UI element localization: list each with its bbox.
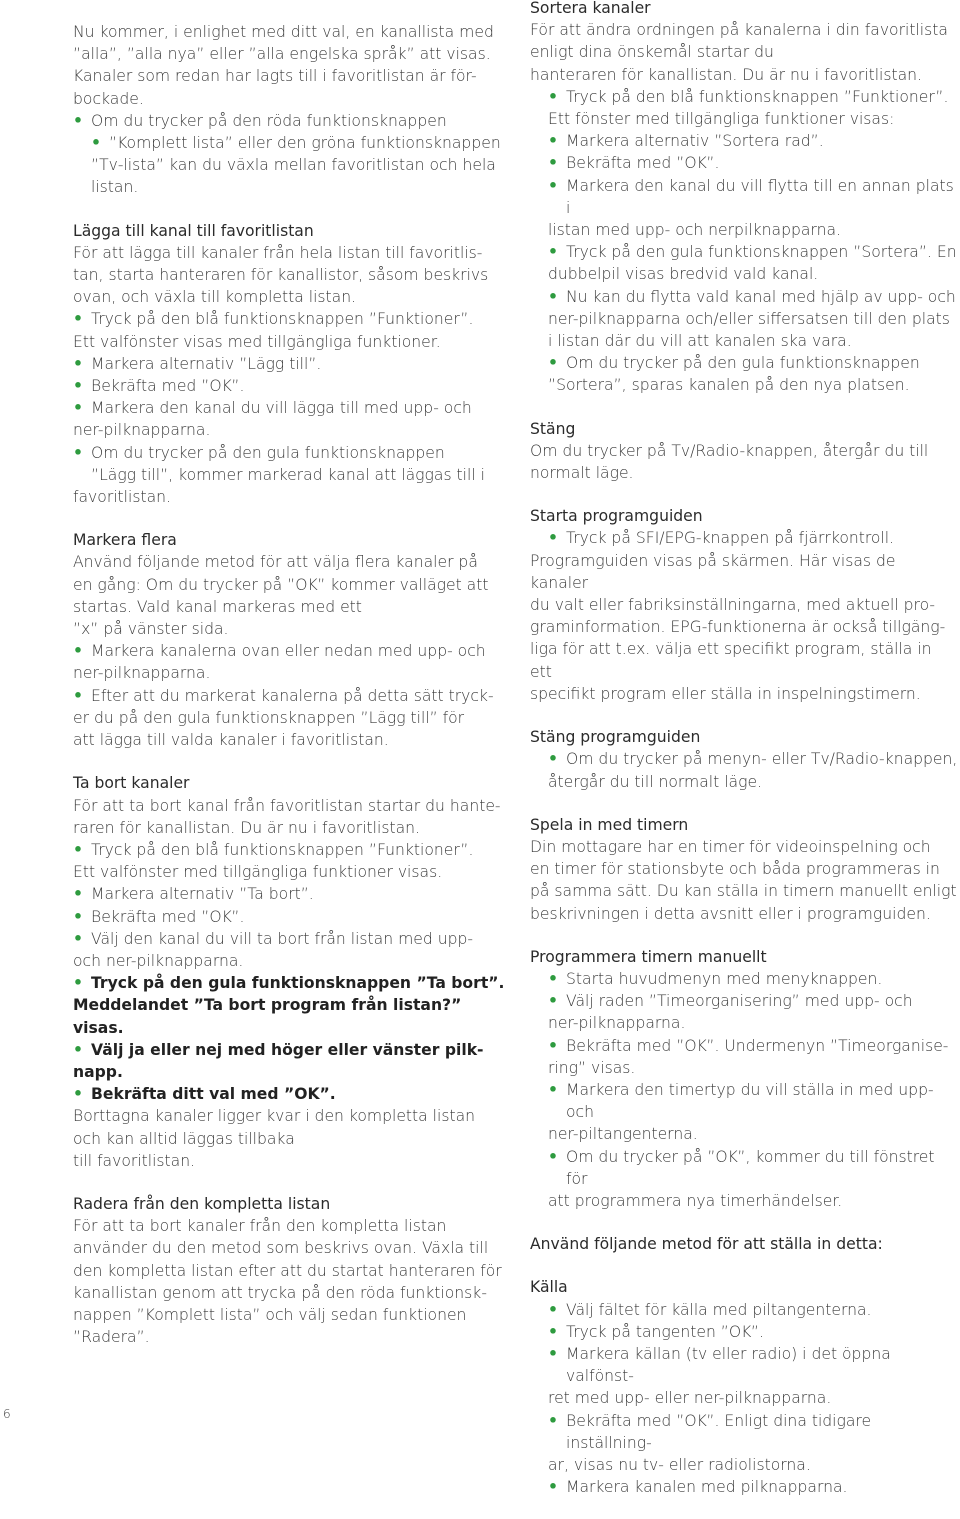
text-line: Programguiden visas på skärmen. Här visas de kanaler <box>530 551 896 592</box>
bullet-item: • Markera alternativ ”Lägg till”. <box>73 353 505 375</box>
text-line: För att ändra ordningen på kanalerna i din favoritlista <box>530 21 948 40</box>
text-line: återgår du till normalt läge. <box>548 772 762 791</box>
text-line: i listan där du vill att kanalen ska vara. <box>548 332 852 351</box>
text-line: du valt eller fabriksinställningarna, med aktuell pro- <box>530 596 936 615</box>
section-heading: Markera flera <box>73 531 177 550</box>
page-number: 6 <box>3 1407 11 1421</box>
text-line: hanteraren för kanallistan. Du är nu i favoritlistan. <box>530 65 922 84</box>
text-line: favoritlistan. <box>73 488 171 507</box>
text-line: ”Sortera”, sparas kanalen på den nya platsen. <box>548 376 910 395</box>
section-heading: Spela in med timern <box>530 815 689 834</box>
bullet-item: • Om du trycker på den gula funktionsknappen <box>73 442 505 464</box>
text-line: ner-pilknapparna. <box>73 421 211 440</box>
text-line: den kompletta listan efter att du startat hanteraren för <box>73 1261 502 1280</box>
bullet-item: • Bekräfta med ”OK”. <box>73 906 505 928</box>
text-line: Din mottagare har en timer för videoinspelning och <box>530 837 931 856</box>
bullet-item: • Tryck på den gula funktionsknappen ”Sortera”. En <box>530 241 958 263</box>
text-line: ar, visas nu tv- eller radiolistorna. <box>548 1455 811 1474</box>
text-line: ”alla”, ”alla nya” eller ”alla engelska språk” att visas. <box>73 45 491 64</box>
sort-section <box>530 0 958 397</box>
bullet-item: • Bekräfta med ”OK”. Enligt dina tidigare inställning- <box>530 1410 958 1454</box>
bullet-item: • Om du trycker på menyn- eller Tv/Radio-knappen, <box>530 748 958 770</box>
text-line: på samma sätt. Du kan ställa in timern manuellt enligt <box>530 882 957 901</box>
text-line: napp. <box>73 1062 123 1081</box>
text-line: ner-pilknapparna. <box>548 1014 686 1033</box>
bullet-item: • Tryck på SFI/EPG-knappen på fjärrkontroll. <box>530 527 958 549</box>
bullet-item: • Markera den kanal du vill flytta till en annan plats i <box>530 175 958 219</box>
section-heading: Lägga till kanal till favoritlistan <box>73 221 314 240</box>
text-line: normalt läge. <box>530 464 634 483</box>
text-line: nappen ”Komplett lista” och välj sedan funktionen <box>73 1305 467 1324</box>
bullet-item: • Om du trycker på ”OK”, kommer du till fönstret för <box>530 1146 958 1190</box>
text-line: ring” visas. <box>548 1058 636 1077</box>
text-line: ner-piltangenterna. <box>548 1125 698 1144</box>
text-line: Kanaler som redan har lagts till i favoritlistan är för- <box>73 67 477 86</box>
bullet-item: • Om du trycker på den röda funktionsknappen <box>73 110 505 132</box>
text-line: beskrivningen i detta avsnitt eller i programguiden. <box>530 904 931 923</box>
text-line: raren för kanallistan. Du är nu i favoritlistan. <box>73 818 420 837</box>
section-heading: Ta bort kanaler <box>73 774 190 793</box>
bullet-item: • Tryck på den gula funktionsknappen ”Ta bort”. <box>73 972 505 994</box>
text-line: ner-pilknapparna. <box>73 664 211 683</box>
timer-section <box>530 814 958 925</box>
section-heading: Starta programguiden <box>530 507 703 526</box>
text-line: och ner-pilknapparna. <box>73 951 244 970</box>
source-section <box>530 1276 958 1498</box>
bullet-item: • Bekräfta med ”OK”. <box>530 152 958 174</box>
text-line: ”Tv-lista” kan du växla mellan favoritlistan och hela <box>91 156 496 175</box>
delete-section <box>73 1193 505 1348</box>
text-line: ”x” på vänster sida. <box>73 620 229 639</box>
text-line: till favoritlistan. <box>73 1151 196 1170</box>
bullet-item: • Tryck på den blå funktionsknappen ”Funktioner”. <box>530 86 958 108</box>
text-line: Om du trycker på Tv/Radio-knappen, återgår du till <box>530 441 929 460</box>
epg-close-section <box>530 726 958 793</box>
bullet-item: • Välj fältet för källa med piltangenterna. <box>530 1299 958 1321</box>
bullet-item: • Tryck på den blå funktionsknappen ”Funktioner”. <box>73 839 505 861</box>
epg-section <box>530 505 958 705</box>
text-line: och kan alltid läggas tillbaka <box>73 1129 295 1148</box>
text-line: För att ta bort kanaler från den kompletta listan <box>73 1217 447 1236</box>
text-line: listan. <box>91 178 139 197</box>
text-line: startas. Vald kanal markeras med ett <box>73 597 362 616</box>
bullet-item: • Markera alternativ ”Ta bort”. <box>73 883 505 905</box>
section-heading: Radera från den kompletta listan <box>73 1194 331 1213</box>
text-line: • ”Komplett lista” eller den gröna funktionsknappen <box>73 132 505 154</box>
text-line: använder du den metod som beskrivs ovan. Växla till <box>73 1239 489 1258</box>
remove-section <box>73 772 505 1172</box>
text-line: bockade. <box>73 89 144 108</box>
text-line: ovan, och växla till kompletta listan. <box>73 288 357 307</box>
bullet-item: • Markera den kanal du vill lägga till med upp- och <box>73 397 505 419</box>
intro-section <box>73 21 505 199</box>
text-line: att lägga till valda kanaler i favoritlistan. <box>73 731 389 750</box>
text-line: en gång: Om du trycker på ”OK” kommer valläget att <box>73 575 489 594</box>
bullet-item: • Nu kan du flytta vald kanal med hjälp av upp- och <box>530 286 958 308</box>
section-heading: Stäng programguiden <box>530 728 701 747</box>
bullet-item: • Välj ja eller nej med höger eller vänster pilk- <box>73 1039 505 1061</box>
bullet-item: • Bekräfta ditt val med ”OK”. <box>73 1083 505 1105</box>
text-line: ner-pilknapparna och/eller siffersatsen till den plats <box>548 309 950 328</box>
bullet-item: • Tryck på den blå funktionsknappen ”Funktioner”. <box>73 308 505 330</box>
text-line: graminformation. EPG-funktionerna är också tillgäng- <box>530 618 946 637</box>
text-line: ”Lägg till”, kommer markerad kanal att läggas till i <box>91 465 485 484</box>
text-line: kanallistan genom att trycka på den röda funktionsk- <box>73 1283 487 1302</box>
text-line: Meddelandet ”Ta bort program från listan?” visas. <box>73 996 462 1037</box>
text-line: För att ta bort kanal från favoritlistan startar du hante- <box>73 796 501 815</box>
add-section <box>73 220 505 509</box>
text-line: Använd följande metod för att välja flera kanaler på <box>73 553 478 572</box>
bullet-item: • Välj den kanal du vill ta bort från listan med upp- <box>73 928 505 950</box>
bullet-item: • Markera kanalerna ovan eller nedan med upp- och <box>73 640 505 662</box>
bullet-item: • Bekräfta med ”OK”. <box>73 375 505 397</box>
section-heading: Stäng <box>530 419 576 438</box>
text-line: ”Radera”. <box>73 1328 150 1347</box>
text-line: att programmera nya timerhändelser. <box>548 1191 843 1210</box>
bullet-item: • Markera kanalen med pilknapparna. <box>530 1476 958 1498</box>
text-line: För att lägga till kanaler från hela listan till favoritlis- <box>73 243 483 262</box>
text-line: Nu kommer, i enlighet med ditt val, en kanallista med <box>73 23 494 41</box>
text-line: er du på den gula funktionsknappen ”Lägg till” för <box>73 708 465 727</box>
text-line: tan, starta hanteraren för kanallistor, såsom beskrivs <box>73 266 489 285</box>
bullet-item: • Starta huvudmenyn med menyknappen. <box>530 968 958 990</box>
bullet-item: • Markera källan (tv eller radio) i det öppna valfönst- <box>530 1343 958 1387</box>
bullet-item: • Tryck på tangenten ”OK”. <box>530 1321 958 1343</box>
manual-timer-section <box>530 946 958 1212</box>
section-heading: Källa <box>530 1278 568 1297</box>
section-heading: Programmera timern manuellt <box>530 947 767 966</box>
section-heading: Sortera kanaler <box>530 0 651 17</box>
text-line: specifikt program eller ställa in inspelningstimern. <box>530 684 921 703</box>
bullet-item: • Välj raden ”Timeorganisering” med upp- och <box>530 990 958 1012</box>
bullet-item: • Markera alternativ ”Sortera rad”. <box>530 130 958 152</box>
text-line: liga för att t.ex. välja ett specifikt program, ställa in ett <box>530 640 932 681</box>
text-line: Ett valfönster med tillgängliga funktioner visas. <box>73 863 443 882</box>
method-section <box>530 1233 958 1255</box>
right-column <box>530 0 958 1519</box>
close-section <box>530 418 958 485</box>
bullet-item: • Bekräfta med ”OK”. Undermenyn ”Timeorganise- <box>530 1035 958 1057</box>
left-column <box>73 21 505 1369</box>
bullet-item: • Om du trycker på den gula funktionsknappen <box>530 352 958 374</box>
bullet-item: • Markera den timertyp du vill ställa in med upp- och <box>530 1079 958 1123</box>
text-line: Ett valfönster visas med tillgängliga funktioner. <box>73 332 441 351</box>
text-line: Ett fönster med tillgängliga funktioner visas: <box>548 110 895 129</box>
multi-section <box>73 529 505 751</box>
text-line: ret med upp- eller ner-pilknapparna. <box>548 1389 832 1408</box>
text-line: dubbelpil visas bredvid vald kanal. <box>548 265 819 284</box>
bullet-item: • Efter att du markerat kanalerna på detta sätt tryck- <box>73 685 505 707</box>
text-line: Borttagna kanaler ligger kvar i den kompletta listan <box>73 1107 476 1126</box>
text-line: listan med upp- och nerpilknapparna. <box>548 221 841 240</box>
text-line: en timer för stationsbyte och båda programmeras in <box>530 860 940 879</box>
section-heading: Använd följande metod för att ställa in detta: <box>530 1235 883 1254</box>
text-line: enligt dina önskemål startar du <box>530 43 774 62</box>
